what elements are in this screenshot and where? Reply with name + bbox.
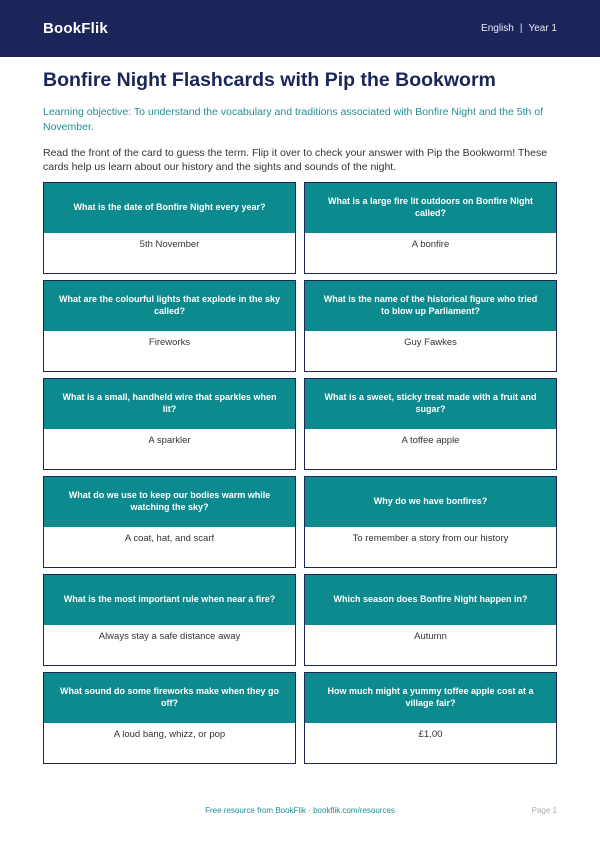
card-back: Autumn	[305, 625, 556, 665]
card-front: What is the date of Bonfire Night every year?	[44, 183, 295, 233]
card-front: What is a large fire lit outdoors on Bonfire Night called?	[305, 183, 556, 233]
card-front: What is a small, handheld wire that sparkles when lit?	[44, 379, 295, 429]
learning-objective: Learning objective: To understand the vocabulary and traditions associated with Bonfire Night and the 5th of November.	[43, 106, 544, 133]
card-back: To remember a story from our history	[305, 527, 556, 567]
flashcard[interactable]	[304, 280, 557, 372]
subject-label: English	[481, 23, 514, 34]
card-back: A coat, hat, and scarf	[44, 527, 295, 567]
flashcard[interactable]	[43, 182, 296, 274]
brand-logo[interactable]: BookFlik	[43, 20, 108, 37]
year-label: Year 1	[528, 23, 557, 34]
page-number: Page 1	[531, 806, 557, 815]
card-front: What is a sweet, sticky treat made with a fruit and sugar?	[305, 379, 556, 429]
card-back: 5th November	[44, 233, 295, 273]
header-meta	[481, 23, 557, 34]
card-front: Why do we have bonfires?	[305, 477, 556, 527]
flashcard-grid	[43, 182, 557, 764]
card-back: A sparkler	[44, 429, 295, 469]
card-front: Which season does Bonfire Night happen in?	[305, 575, 556, 625]
flashcard[interactable]	[304, 476, 557, 568]
intro-text: Read the front of the card to guess the term. Flip it over to check your answer with Pip the Bookworm! These cards help us learn about our history and the sights and sounds of the night.	[43, 146, 548, 174]
card-front: What are the colourful lights that explode in the sky called?	[44, 281, 295, 331]
flashcard[interactable]	[43, 280, 296, 372]
card-back: A loud bang, whizz, or pop	[44, 723, 295, 763]
card-front: How much might a yummy toffee apple cost at a village fair?	[305, 673, 556, 723]
page-title: Bonfire Night Flashcards with Pip the Bookworm	[43, 69, 496, 91]
flashcard[interactable]	[43, 476, 296, 568]
footer-link[interactable]: Free resource from BookFlik · bookflik.com/resources	[205, 806, 395, 815]
page-footer	[0, 806, 600, 820]
card-front: What sound do some fireworks make when they go off?	[44, 673, 295, 723]
card-front: What do we use to keep our bodies warm while watching the sky?	[44, 477, 295, 527]
card-front: What is the most important rule when near a fire?	[44, 575, 295, 625]
flashcard[interactable]	[43, 672, 296, 764]
card-front: What is the name of the historical figure who tried to blow up Parliament?	[305, 281, 556, 331]
top-bar	[0, 0, 600, 57]
card-back: A bonfire	[305, 233, 556, 273]
page-content	[0, 68, 600, 175]
card-back: £1.00	[305, 723, 556, 763]
meta-separator: |	[519, 23, 523, 34]
flashcard[interactable]	[304, 378, 557, 470]
flashcard[interactable]	[304, 574, 557, 666]
card-back: Always stay a safe distance away	[44, 625, 295, 665]
card-back: Guy Fawkes	[305, 331, 556, 371]
card-back: A toffee apple	[305, 429, 556, 469]
flashcard[interactable]	[304, 672, 557, 764]
flashcard[interactable]	[43, 378, 296, 470]
card-back: Fireworks	[44, 331, 295, 371]
flashcard[interactable]	[43, 574, 296, 666]
flashcard[interactable]	[304, 182, 557, 274]
